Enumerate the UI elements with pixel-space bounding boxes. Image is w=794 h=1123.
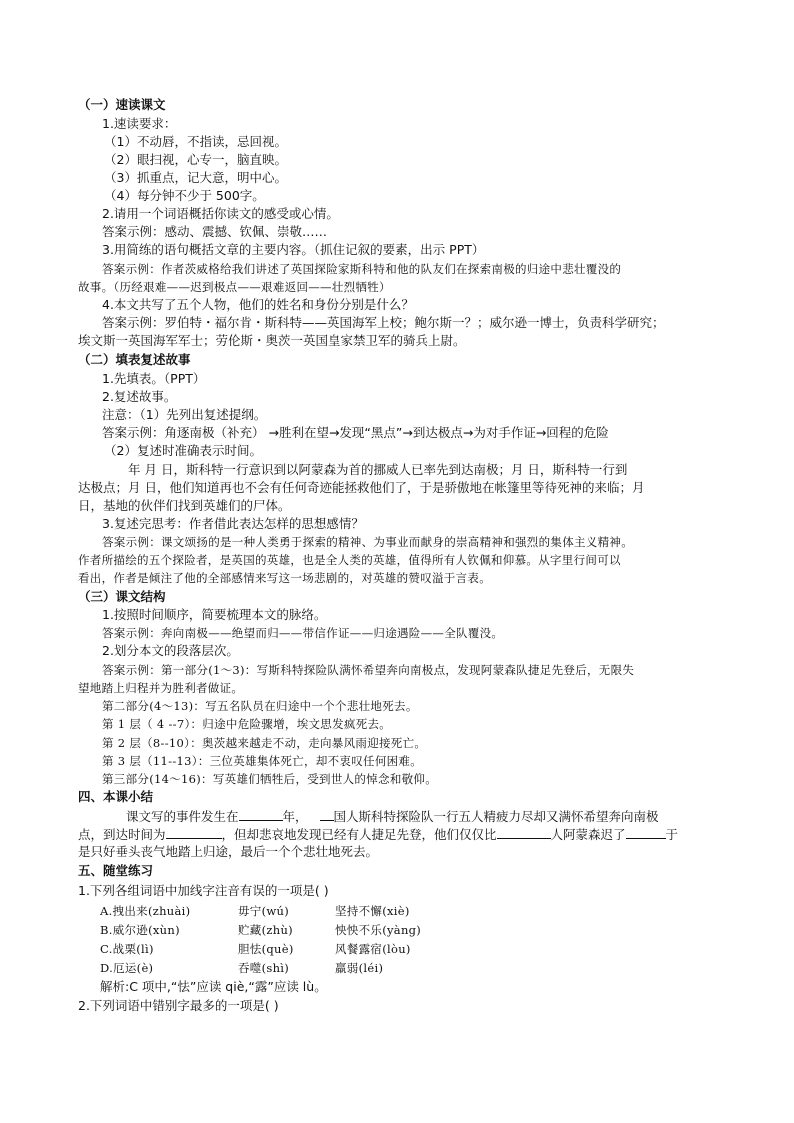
text: 人阿蒙森迟了: [550, 827, 626, 842]
question: 2.划分本文的段落层次。: [102, 643, 239, 658]
option-col1: D.厄运(è): [100, 961, 154, 975]
paragraph: 年 月 日，斯科特一行意识到以阿蒙森为首的挪威人已率先到达南极；月 日，斯科特一行到: [128, 462, 628, 477]
answer: 望地踏上归程并为胜利者做证。: [78, 681, 244, 695]
answer: 作者所描绘的五个探险者，是英国的英雄，也是全人类的英雄，值得所有人钦佩和仰慕。从字里行间可以: [78, 553, 621, 567]
text: ，但却悲哀地发现已经有人捷足先登，他们仅仅比: [221, 827, 497, 842]
answer: 答案示例：作者茨威格给我们讲述了英国探险家斯科特和他的队友们在探索南极的归途中悲壮覆没的: [102, 262, 622, 276]
section-heading: （三）课文结构: [78, 589, 166, 604]
question: 2.请用一个词语概括你读文的感受或心情。: [102, 206, 339, 221]
exercise-question: 2.下列词语中错别字最多的一项是( ): [78, 998, 279, 1013]
paragraph: 是只好垂头丧气地踏上归途，最后一个个悲壮地死去。: [78, 844, 379, 859]
option-col2: 吞噬(shì): [238, 961, 290, 975]
structure-layer: 第 1 层（ 4 --7）：归途中危险骤增，埃文思发疯死去。: [102, 717, 392, 731]
text: 国人斯科特探险队一行五人精疲力尽却又满怀希望奔向南极: [333, 809, 659, 824]
blank: [239, 808, 283, 821]
question: 4.本文共写了五个人物，他们的姓名和身份分别是什么？: [102, 297, 414, 312]
question: 2.复述故事。: [102, 389, 177, 404]
list-item: （3）抓重点，记大意，明中心。: [104, 170, 287, 185]
answer: 答案示例：罗伯特・福尔肯・斯科特——英国海军上校；鲍尔斯一？；威尔逊一博士，负责科学研究；: [102, 315, 665, 330]
note: （2）复述时准确表示时间。: [104, 443, 262, 458]
answer: 答案示例：第一部分(1～3)：写斯科特探险队满怀希望奔向南极点，发现阿蒙森队捷足先登后，无限失: [102, 663, 635, 677]
answer: 答案示例：课文颂扬的是一种人类勇于探索的精神、为事业而献身的崇高精神和强烈的集体主义精神。: [102, 535, 633, 549]
structure-part: 第二部分(4～13)：写五名队员在归途中一个个悲壮地死去。: [102, 699, 418, 713]
text: 点，到达时间为: [78, 827, 166, 842]
question: 3.复述完思考：作者借此表达怎样的思想感情？: [102, 516, 364, 531]
question: 1.先填表。（PPT）: [102, 371, 206, 386]
text: 年，: [282, 809, 308, 824]
list-item: （2）眼扫视，心专一，脑直映。: [104, 152, 287, 167]
text: 课文写的事件发生在: [126, 809, 239, 824]
list-item: （1）不动唇，不指读，忌回视。: [104, 134, 287, 149]
section-heading: 五、随堂练习: [78, 863, 154, 878]
note: 注意：（1）先列出复述提纲。: [102, 407, 267, 422]
answer: 埃文斯一英国海军军士；劳伦斯・奥茨一英国皇家禁卫军的骑兵上尉。: [78, 333, 466, 348]
list-item: （4）每分钟不少于 500字。: [104, 188, 265, 203]
question: 1.按照时间顺序，简要梳理本文的脉络。: [102, 607, 327, 622]
analysis: 解析:C 项中,“怯”应读 qiè,“露”应读 lù。: [100, 979, 327, 994]
question: 3.用简练的语句概括文章的主要内容。（抓住记叙的要素，出示 PPT）: [102, 242, 485, 257]
fill-in-line: [126, 808, 659, 825]
option-col1: C.战栗(lì): [100, 942, 154, 956]
option-col3: 坚持不懈(xiè): [335, 904, 410, 918]
blank: [320, 808, 334, 821]
answer: 答案示例：奔向南极——绝望而归——带信作证——归途遇险——全队覆没。: [102, 626, 504, 640]
option-col1: A.拽出来(zhuài): [100, 904, 191, 918]
option-col3: 怏怏不乐(yàng): [335, 923, 422, 937]
section-heading: （一）速读课文: [78, 97, 166, 112]
answer: 答案示例：感动、震撼、钦佩、崇敬……: [102, 224, 328, 239]
answer: 答案示例：角逐南极（补充） →胜利在望→发现“黑点”→到达极点→为对手作证→回程的危险: [102, 425, 609, 440]
option-col3: 风餐露宿(lòu): [335, 942, 411, 956]
paragraph: 达极点；月 日，他们知道再也不会有任何奇迹能拯救他们了，于是骄傲地在帐篷里等待死神的来临；月: [78, 480, 645, 495]
paragraph: 日，基地的伙伴们找到英雄们的尸体。: [78, 498, 291, 513]
structure-layer: 第 2 层（8--10）：奥茨越来越走不动，走向暴风雨迎接死亡。: [102, 736, 427, 750]
option-col3: 羸弱(léi): [335, 961, 384, 975]
option-col2: 贮藏(zhù): [238, 923, 293, 937]
blank: [166, 826, 222, 839]
structure-layer: 第 3 层（11--13）：三位英雄集体死亡，却不衷叹任何困难。: [102, 754, 423, 768]
question: 1.速读要求：: [102, 116, 177, 131]
fill-in-line: [78, 826, 678, 843]
answer: 看出，作者是倾注了他的全部感情来写这一场悲剧的，对英雄的赞叹溢于言表。: [78, 571, 491, 585]
option-col2: 胆怯(què): [238, 942, 294, 956]
exercise-question: 1.下列各组词语中加线字注音有误的一项是( ): [78, 883, 329, 898]
answer: 故事。（历经艰难——迟到极点——艰难返回——壮烈牺牲）: [78, 280, 391, 294]
blank: [626, 826, 666, 839]
blank: [497, 826, 551, 839]
option-col1: B.威尔逊(xùn): [100, 923, 180, 937]
text: 于: [665, 827, 679, 842]
section-heading: （二）填表复述故事: [78, 352, 191, 367]
option-col2: 毋宁(wú): [238, 904, 290, 918]
structure-part: 第三部分(14～16)：写英雄们牺牲后，受到世人的悼念和敬仰。: [102, 772, 438, 786]
section-heading: 四、本课小结: [78, 789, 154, 804]
